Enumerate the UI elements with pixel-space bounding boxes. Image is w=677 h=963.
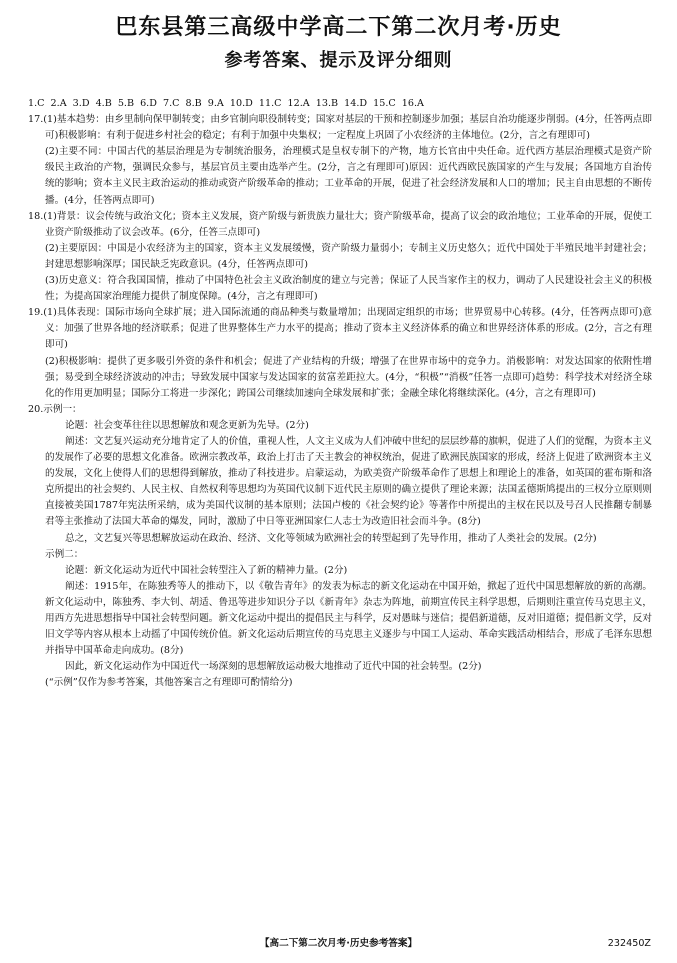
page-footer	[0, 936, 677, 952]
footer-code: 232450Z	[607, 938, 651, 949]
footer-title: 【高二下第二次月考·历史参考答案】	[259, 938, 418, 949]
q17-part1: 17.(1)基本趋势：由乡里制向保甲制转变；由乡官制向职役制转变；国家对基层的干预和控制逐步加强；基层自治功能逐步削弱。(4分，任答两点即可)积极影响：有利于促进乡村社会的稳定；有利于加强中央集权；一定程度上巩固了小农经济的主体地位。(2分，言之有理即可)	[28, 114, 652, 142]
q20-example2-conclusion: 因此，新文化运动作为中国近代一场深刻的思想解放运动极大地推动了近代中国的社会转型。(2分)	[65, 661, 482, 673]
q20-example2-thesis: 论题：新文化运动为近代中国社会转型注入了新的精神力量。(2分)	[65, 564, 348, 576]
q20-example2-label: 示例二：	[45, 548, 84, 560]
q20-note: (“示例”仅作为参考答案，其他答案言之有理即可酌情给分)	[45, 677, 293, 689]
q18-part1: 18.(1)背景：议会传统与政治文化；资本主义发展，资产阶级与新贵族力量壮大；资产阶级革命，提高了议会的政治地位；工业革命的开展，促使工业资产阶级推动了议会改革。(6分，任答三点即可)	[28, 210, 652, 238]
q20-example1-thesis: 论题：社会变革往往以思想解放和观念更新为先导。(2分)	[65, 419, 309, 431]
q17-part2: (2)主要不同：中国古代的基层治理是为专制统治服务，治理模式是皇权专制下的产物，地方长官由中央任命。近代西方基层治理模式是资产阶级民主政治的产物，强调民众参与，基层官员主要由选举产生。(2分，言之有理即可)原因：近代西欧民族国家的产生与发展；各国地方自治传统的影响；资本主义民主政治运动的推动或资产阶级革命的推动；工业革命的开展，促进了社会经济发展和人口的增加；民主自由思想的不断传播。(4分，任答两点即可)	[45, 146, 652, 206]
q18-part3: (3)历史意义：符合我国国情，推动了中国特色社会主义政治制度的建立与完善；保证了人民当家作主的权力，调动了人民建设社会主义的积极性；为提高国家治理能力提供了制度保障。(4分，言之有理即可)	[45, 275, 652, 303]
q20-label: 20.示例一：	[28, 403, 82, 415]
q20-example2-body: 阐述：1915年，在陈独秀等人的推动下，以《敬告青年》的发表为标志的新文化运动在中国开始，掀起了近代中国思想解放的新的高潮。新文化运动中，陈独秀、李大钊、胡适、鲁迅等进步知识分子以《新青年》杂志为阵地，前期宣传民主科学思想，后期则注重宣传马克思主义，用西方先进思想指导中国社会转型问题。新文化运动中提出的提倡民主与科学，反对愚昧与迷信；提倡新道德，反对旧道德；提倡新文学，反对旧文学等内容从根本上动摇了中国传统价值。新文化运动后期宣传的马克思主义逐步与中国工人运动、革命实践活动相结合，形成了毛泽东思想并指导中国革命走向成功。(8分)	[45, 580, 652, 657]
page-title: 巴东县第三高级中学高二下第二次月考·历史	[115, 15, 562, 40]
answer-content	[28, 96, 652, 691]
q20-example1-body: 阐述：文艺复兴运动充分地肯定了人的价值，重视人性，人文主义成为人们冲破中世纪的层层纱幕的旗帜，促进了人们的觉醒，为资本主义的发展作了必要的思想文化准备。欧洲宗教改革，政治上打击了天主教会的神权统治，促进了欧洲民族国家的形成，经济上促进了欧洲资本主义的发展，文化上使得人们的思想得到解放，推动了科技进步。启蒙运动，为欧美资产阶级革命作了思想上和理论上的准备，如英国的霍布斯和洛克所提出的社会契约、人民主权、自然权利等思想均为英国代议制下近代民主原则的确立提供了理论来源；法国孟德斯鸠提出的三权分立原则则直接被美国1787年宪法所采纳，成为美国代议制的基本原则；法国卢梭的《社会契约论》等著作中所提出的主权在民以及号召人民推翻专制暴君等主张推动了法国大革命的爆发，同时，激励了中日等亚洲国家仁人志士为改造旧社会而斗争。(8分)	[45, 435, 652, 528]
q18-part2: (2)主要原因：中国是小农经济为主的国家，资本主义发展缓慢，资产阶级力量弱小；专制主义历史悠久；近代中国处于半殖民地半封建社会；封建思想影响深厚；国民缺乏宪政意识。(4分，任答两点即可)	[45, 242, 652, 270]
choice-answers: 1.C 2.A 3.D 4.B 5.B 6.D 7.C 8.B 9.A 10.D 11.C 12.A 13.B 14.D 15.C 16.A	[28, 98, 424, 109]
q19-part1: 19.(1)具体表现：国际市场向全球扩展；进入国际流通的商品种类与数量增加；出现固定组织的市场；世界贸易中心转移。(4分，任答两点即可)意义：加强了世界各地的经济联系；促进了世界整体生产力水平的提高；推动了资本主义经济体系的确立和世界经济体系的形成。(2分，言之有理即可)	[28, 307, 652, 351]
q19-part2: (2)积极影响：提供了更多吸引外资的条件和机会；促进了产业结构的升级；增强了在世界市场中的竞争力。消极影响：对发达国家的依附性增强；易受到全球经济波动的冲击；导致发展中国家与发达国家的贫富差距拉大。(4分，“积极”“消极”任答一点即可)趋势：科学技术对经济全球化的作用更加明显；国际分工将进一步深化；跨国公司继续加速向全球发展和扩张；金融全球化将继续深化。(4分，言之有理即可)	[45, 355, 652, 399]
page-subtitle: 参考答案、提示及评分细则	[224, 50, 453, 71]
q20-example1-conclusion: 总之，文艺复兴等思想解放运动在政治、经济、文化等领域为欧洲社会的转型起到了先导作用，推动了人类社会的发展。(2分)	[65, 532, 597, 544]
